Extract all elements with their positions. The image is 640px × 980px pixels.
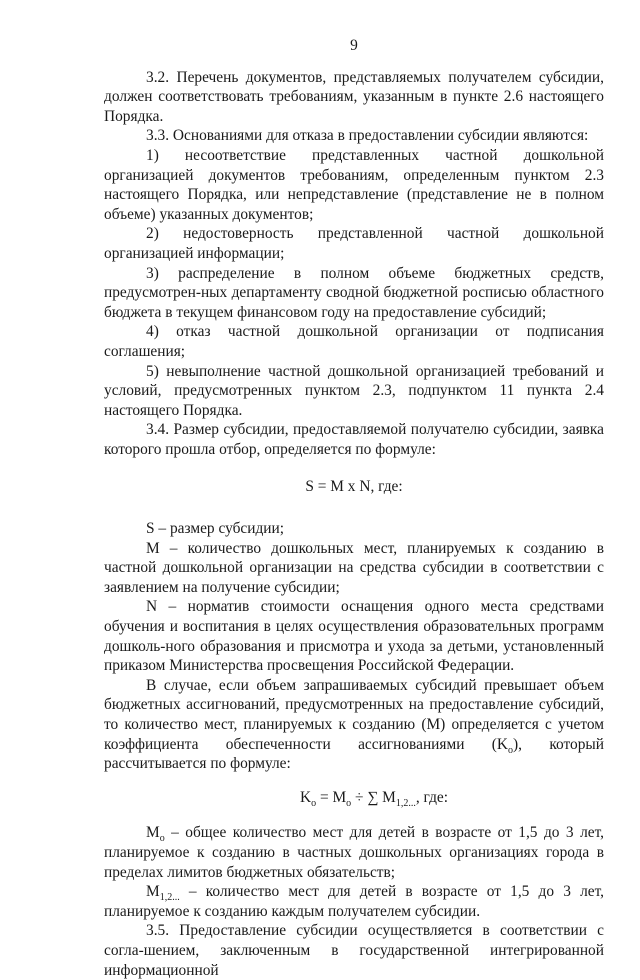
formula-m-subscript: o: [346, 797, 352, 809]
definition-m12-text: – количество мест для детей в возрасте от 1,5 до 3 лет, планируемое к созданию каждым получателем субсидии.: [104, 883, 604, 920]
definition-mo-text: – общее количество мест для детей в возрасте от 1,5 до 3 лет, планируемое к созданию в частных дошкольных организациях города в пределах лимитов бюджетных обязательств;: [104, 824, 604, 881]
paragraph-3-3-item-2: 2) недостоверность представленной частной дошкольной организацией информации;: [104, 225, 604, 262]
definition-m12: [104, 882, 604, 921]
definition-mo: [104, 823, 604, 882]
definition-s: S – размер субсидии;: [146, 520, 285, 538]
coefficient-subscript: о: [508, 744, 514, 756]
formula-coefficient: [104, 774, 604, 824]
paragraph-3-3-item-3: 3) распределение в полном объеме бюджетных средств, предусмотрен-ных департаменту сводной бюджетной росписью областного бюджета в текущем финансовом году на предоставление субсидий;: [104, 264, 604, 321]
paragraph-case-end: ), который рассчитывается по формуле:: [104, 735, 604, 773]
formula-k-subscript: o: [311, 797, 317, 809]
definition-m12-subscript: 1,2...: [159, 892, 180, 904]
formula-sum: ÷ ∑ M: [351, 788, 396, 806]
paragraph-case: [104, 676, 604, 774]
definition-mo-subscript: о: [159, 833, 165, 845]
definition-m12-lead: M: [146, 883, 160, 901]
definition-m: M – количество дошкольных мест, планируемых к созданию в частной дошкольной организации на средства субсидии в соответствии с заявлением на получение субсидии;: [104, 539, 604, 596]
definition-n: N – норматив стоимости оснащения одного места средствами обучения и воспитания в целях осуществления образовательных программ дошколь-ного образования и присмотра и ухода за детьми, установленный приказом Министерства просвещения Российской Федерации.: [104, 598, 604, 675]
formula-mid: = M: [316, 788, 347, 806]
paragraph-3-3: 3.3. Основаниями для отказа в предоставлении субсидии являются:: [146, 127, 589, 145]
paragraph-3-3-item-1: 1) несоответствие представленных частной дошкольной организацией документов требованиям, определенным пунктом 2.3 настоящего Порядка, или непредставление (представление не в полном объеме) указанных документов;: [104, 146, 604, 223]
definition-mo-lead: M: [146, 824, 160, 842]
formula-subsidy-size: S = M x N, где:: [305, 478, 403, 496]
paragraph-3-3-item-4: 4) отказ частной дошкольной организации от подписания соглашения;: [104, 323, 604, 360]
paragraph-3-3-item-5: 5) невыполнение частной дошкольной организацией требований и условий, предусмотренных пунктом 2.3, подпунктом 11 пункта 2.4 настоящего Порядка.: [104, 362, 604, 419]
page-number: 9: [350, 37, 358, 54]
formula-end: , где:: [415, 788, 449, 806]
formula-sum-subscript: 1,2...: [395, 797, 416, 809]
paragraph-3-4: 3.4. Размер субсидии, предоставляемой получателю субсидии, заявка которого прошла отбор, определяется по формуле:: [104, 421, 604, 458]
paragraph-case-start: В случае, если объем запрашиваемых субсидий превышает объем бюджетных ассигнований, предусмотренных на предоставление субсидий, то количество мест, планируемых к созданию (M) определяется с учетом коэффициента обеспеченности ассигнованиями (K: [104, 676, 604, 753]
paragraph-3-2: 3.2. Перечень документов, представляемых получателем субсидии, должен соответствовать требованиям, указанным в пункте 2.6 настоящего Порядка.: [104, 68, 604, 125]
paragraph-3-5: 3.5. Предоставление субсидии осуществляется в соответствии с согла-шением, заключенным в государственной интегрированной информационной: [104, 922, 604, 979]
formula-k: K: [299, 788, 312, 806]
